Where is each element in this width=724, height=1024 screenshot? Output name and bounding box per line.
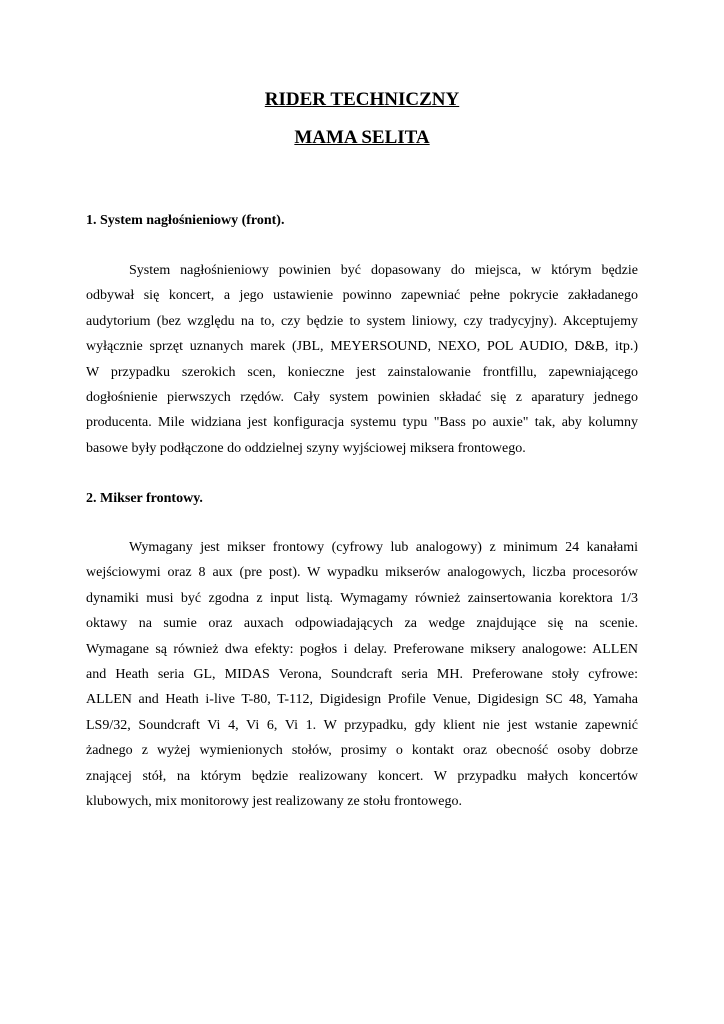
paragraph-line: Wymagane są również dwa efekty: pogłos i delay. Preferowane miksery analogowe: ALLEN (86, 641, 638, 657)
paragraph-line: ALLEN and Heath i-live T-80, T-112, Digidesign Profile Venue, Digidesign SC 48, Yamaha (86, 692, 638, 708)
paragraph-line: audytorium (bez względu na to, czy będzie to system liniowy, czy tradycyjny). Akceptujemy (86, 313, 638, 329)
paragraph-line: W przypadku szerokich scen, konieczne jest zainstalowanie frontfillu, zapewniającego (86, 364, 638, 380)
paragraph-line: Wymagany jest mikser frontowy (cyfrowy lub analogowy) z minimum 24 kanałami (129, 540, 638, 555)
paragraph-line: LS9/32, Soundcraft Vi 4, Vi 6, Vi 1. W przypadku, gdy klient nie jest wstanie zapewnić (86, 717, 638, 733)
section-body-front-system (86, 258, 638, 461)
paragraph-line: wejściowymi oraz 8 aux (pre post). W wypadku mikserów analogowych, liczba procesorów (86, 565, 638, 581)
document-subtitle: MAMA SELITA (294, 127, 430, 148)
paragraph-line: odbywał się koncert, a jego ustawienie powinno zapewniać pełne pokrycie zakładanego (86, 288, 638, 304)
section-body-front-mixer (86, 535, 638, 814)
paragraph-line: wyłącznie sprzęt uznanych marek (JBL, MEYERSOUND, NEXO, POL AUDIO, D&B, itp.) (86, 339, 638, 355)
paragraph-line: klubowych, mix monitorowy jest realizowany ze stołu frontowego. (86, 794, 462, 810)
paragraph-line: basowe były podłączone do oddzielnej szyny wyjściowej miksera frontowego. (86, 440, 526, 456)
paragraph-line: znającej stół, na którym będzie realizowany koncert. W przypadku małych koncertów (86, 768, 638, 784)
paragraph-line: dogłośnienie pierwszych rzędów. Cały system powinien składać się z aparatury jednego (86, 390, 638, 406)
section-heading-front-system: 1. System nagłośnieniowy (front). (86, 213, 285, 228)
paragraph-line: dynamiki musi być zgodna z input listą. Wymagamy również zainsertowania korektora 1/3 (86, 590, 638, 606)
paragraph-line: żadnego z wyżej wymienionych stołów, prosimy o kontakt oraz obecność osoby dobrze (86, 743, 638, 759)
paragraph-line: and Heath seria GL, MIDAS Verona, Soundcraft seria MH. Preferowane stoły cyfrowe: (86, 667, 638, 683)
paragraph-line: oktawy na sumie oraz auxach odpowiadających za wedge znajdujące się na scenie. (86, 616, 638, 632)
paragraph-line: producenta. Mile widziana jest konfiguracja systemu typu "Bass po auxie" tak, aby kolumny (86, 415, 638, 431)
paragraph-line: System nagłośnieniowy powinien być dopasowany do miejsca, w którym będzie (129, 263, 638, 278)
section-heading-front-mixer: 2. Mikser frontowy. (86, 491, 203, 506)
document-title: RIDER TECHNICZNY (264, 89, 460, 110)
